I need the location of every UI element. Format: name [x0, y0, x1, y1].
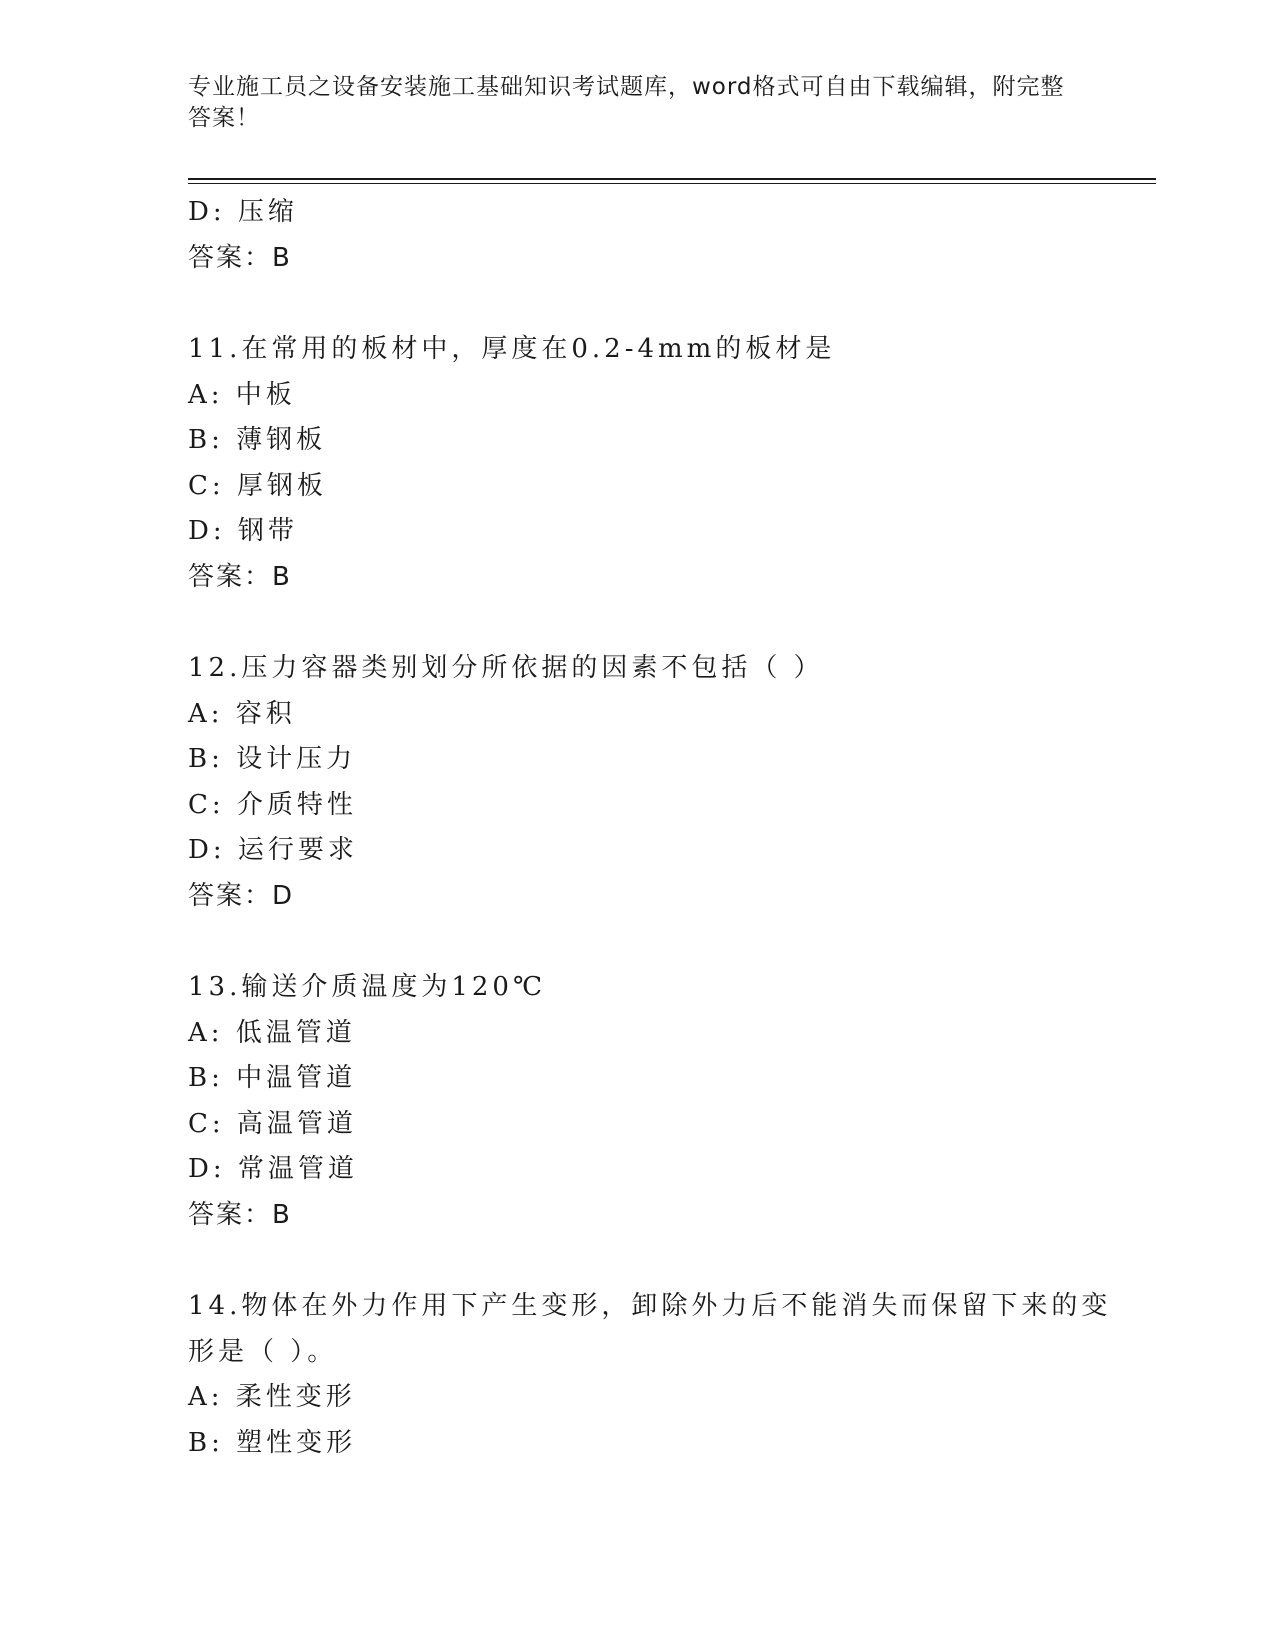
- question-14-text-cont: 形是（ ）。: [188, 1336, 338, 1367]
- option-a: A: 中板: [188, 379, 296, 410]
- question-14-text: 14.物体在外力作用下产生变形，卸除外力后不能消失而保留下来的变: [188, 1291, 1112, 1321]
- option-d: D: 压缩: [188, 197, 298, 227]
- page-header: 专业施工员之设备安装施工基础知识考试题库，word格式可自由下载编辑，附完整答案！: [188, 74, 1065, 131]
- option-c: C: 高温管道: [188, 1108, 357, 1139]
- option-d: D: 运行要求: [188, 835, 358, 865]
- option-b: B: 中温管道: [188, 1063, 357, 1093]
- option-c: C: 介质特性: [188, 789, 357, 820]
- answer-line: 答案：B: [188, 1199, 292, 1230]
- spacer: [188, 600, 1088, 646]
- answer-line: 答案：B: [188, 561, 292, 592]
- question-12-text: 12.压力容器类别划分所依据的因素不包括（ ）: [188, 653, 824, 683]
- option-b: B: 薄钢板: [188, 425, 327, 455]
- spacer: [188, 1238, 1088, 1284]
- question-13-text: 13.输送介质温度为120℃: [188, 972, 547, 1002]
- option-a: A: 柔性变形: [188, 1382, 356, 1412]
- question-11-text: 11.在常用的板材中，厚度在0.2-4mm的板材是: [188, 334, 836, 364]
- answer-line: 答案：D: [188, 880, 295, 911]
- option-b: B: 设计压力: [188, 744, 357, 774]
- option-c: C: 厚钢板: [188, 470, 327, 501]
- spacer: [188, 919, 1088, 965]
- answer-line: 答案：B: [188, 242, 292, 273]
- option-b: B: 塑性变形: [188, 1427, 357, 1458]
- option-d: D: 常温管道: [188, 1154, 358, 1184]
- header-divider-thin: [188, 183, 1156, 184]
- option-d: D: 钢带: [188, 516, 298, 546]
- option-a: A: 低温管道: [188, 1017, 356, 1048]
- spacer: [188, 281, 1088, 327]
- option-a: A: 容积: [188, 698, 296, 729]
- question-content: [188, 190, 1112, 1466]
- header-divider: [188, 178, 1156, 180]
